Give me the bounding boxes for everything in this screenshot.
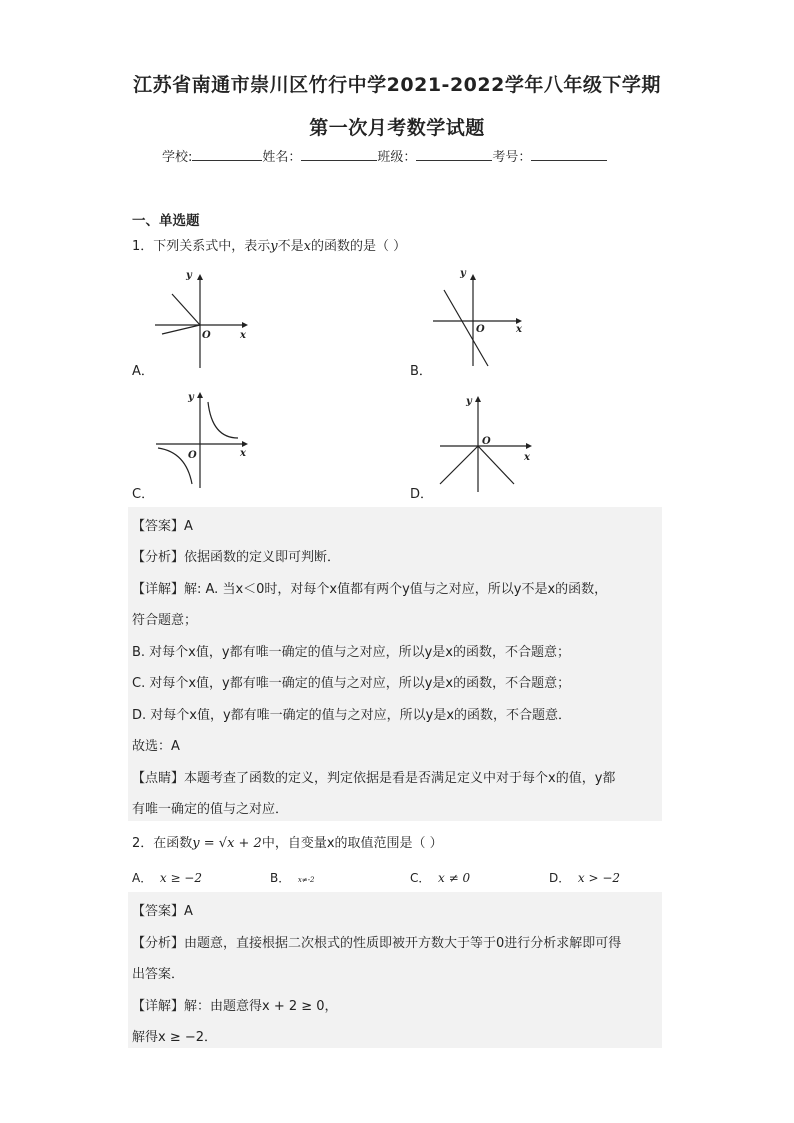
name-label: 姓名： [262, 150, 302, 165]
option-a-label: A． [132, 364, 154, 379]
q2-analysis-line-1: 【分析】由题意，直接根据二次根式的性质即被开方数大于等于0进行分析求解即可得 [132, 936, 622, 951]
title-line-1: 江苏省南通市崇川区竹行中学2021-2022学年八年级下学期 [133, 74, 661, 96]
option-c-label: C． [132, 487, 155, 502]
student-info-fields [162, 146, 607, 165]
origin-label: O [188, 450, 197, 461]
q2-choice-b: B． x≠-2 [270, 871, 315, 885]
q1-comment-line-1: 【点睛】本题考查了函数的定义，判定依据是看是否满足定义中对于每个x的值，y都 [132, 771, 616, 786]
school-label: 学校: [162, 150, 193, 165]
q1-detail-option-c: C. 对每个x值，y都有唯一确定的值与之对应，所以y是x的函数，不合题意； [132, 676, 571, 691]
x-axis-label: x [240, 330, 246, 341]
question-2-solution-block [128, 892, 662, 1048]
q2-choice-d: D． x > −2 [549, 871, 621, 885]
y-axis-label: y [188, 392, 194, 403]
question-2-stem: 2．在函数y = √x + 2中，自变量x的取值范围是（ ） [132, 836, 443, 851]
origin-label: O [202, 330, 211, 341]
y-axis-label: y [186, 270, 192, 281]
x-axis-label: x [240, 448, 246, 459]
q1-answer: 【答案】A [132, 519, 193, 534]
q2-analysis-line-2: 出答案． [132, 967, 185, 982]
q1-analysis: 【分析】依据函数的定义即可判断． [132, 550, 341, 565]
x-axis-label: x [516, 324, 522, 335]
y-axis-label: y [466, 396, 472, 407]
q2-choice-c: C． x ≠ 0 [410, 871, 471, 885]
title-line-2: 第一次月考数学试题 [309, 117, 485, 139]
graph-option-c [150, 388, 260, 498]
section-heading: 一、单选题 [132, 213, 200, 229]
graph-option-d [436, 392, 546, 502]
q1-detail-option-d: D. 对每个x值，y都有唯一确定的值与之对应，所以y是x的函数，不合题意． [132, 708, 572, 723]
option-d-label: D． [410, 487, 434, 502]
name-blank[interactable] [301, 146, 377, 161]
school-blank[interactable] [192, 146, 262, 161]
q1-detail-option-b: B. 对每个x值，y都有唯一确定的值与之对应，所以y是x的函数，不合题意； [132, 645, 570, 660]
q2-formula: y = √x + 2 [192, 836, 262, 851]
class-blank[interactable] [416, 146, 492, 161]
graph-option-a [150, 268, 260, 378]
option-b-label: B． [410, 364, 432, 379]
x-axis-label: x [524, 452, 530, 463]
exam-number-blank[interactable] [531, 146, 607, 161]
q2-detail-line-2: 解得x ≥ −2． [132, 1030, 218, 1045]
origin-label: O [482, 436, 491, 447]
graph-option-b [430, 266, 540, 376]
q2-answer: 【答案】A [132, 904, 193, 919]
y-axis-label: y [460, 268, 466, 279]
q1-choose: 故选：A [132, 739, 180, 754]
q1-comment-line-2: 有唯一确定的值与之对应． [132, 802, 289, 817]
question-1-stem: 1．下列关系式中，表示y不是x的函数的是（ ） [132, 239, 407, 254]
q1-detail-line-1: 【详解】解: A. 当x＜0时，对每个x值都有两个y值与之对应，所以y不是x的函数， [132, 582, 608, 597]
exam-number-label: 考号： [492, 150, 532, 165]
q2-choice-a: A． x ≥ −2 [132, 871, 202, 885]
class-label: 班级： [377, 150, 417, 165]
origin-label: O [476, 324, 485, 335]
q2-detail-line-1: 【详解】解：由题意得x + 2 ≥ 0， [132, 999, 338, 1014]
q1-detail-line-2: 符合题意； [132, 613, 198, 628]
